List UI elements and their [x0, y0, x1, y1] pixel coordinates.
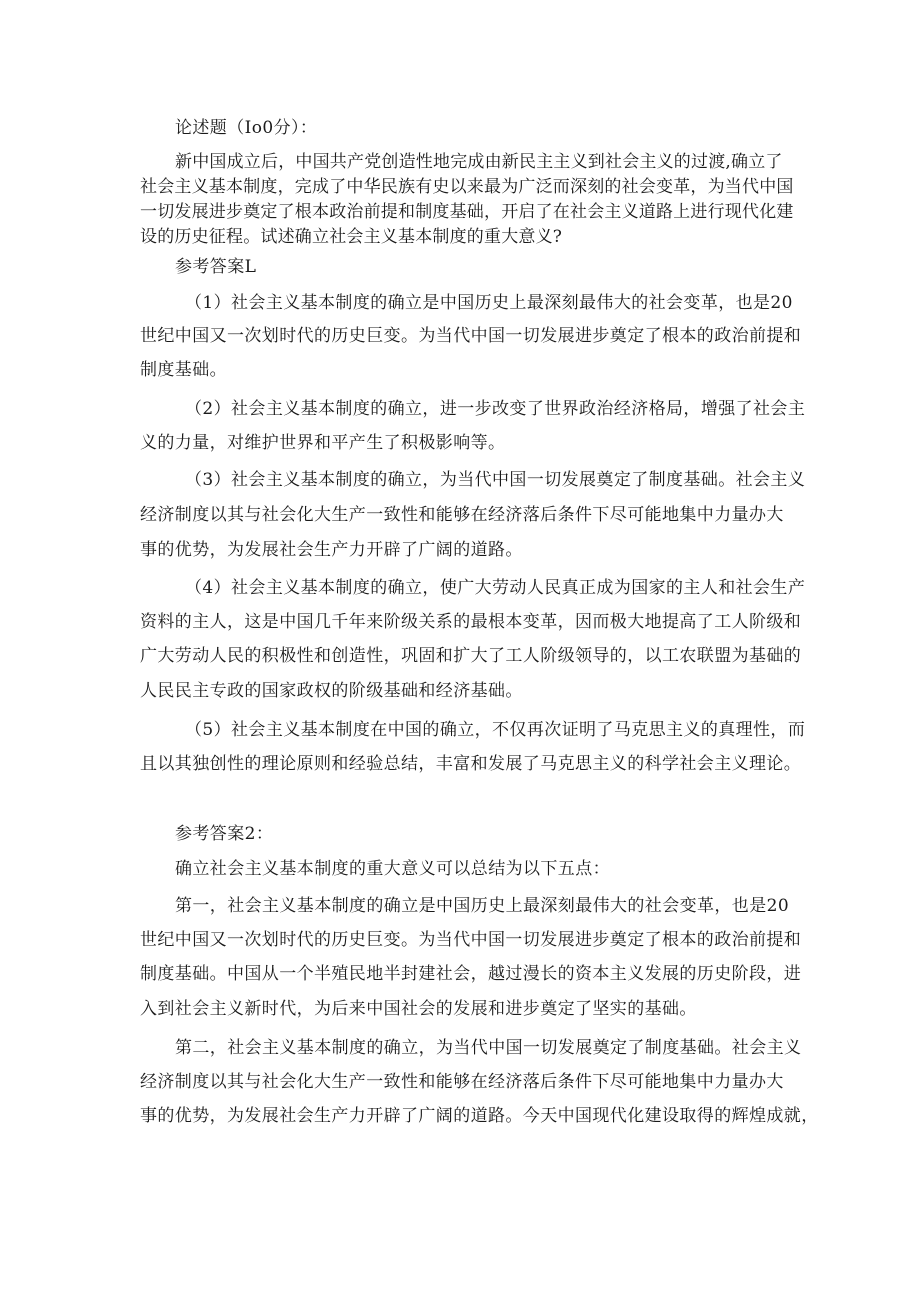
answer1-line: 事的优势，为发展社会生产力开辟了广阔的道路。	[140, 540, 523, 560]
answer1-line: （2）社会主义基本制度的确立，进一步改变了世界政治经济格局，增强了社会主	[185, 399, 806, 419]
answer2-line: 确立社会主义基本制度的重大意义可以总结为以下五点：	[175, 859, 610, 879]
answer2-line: 第一，社会主义基本制度的确立是中国历史上最深刻最伟大的社会变革，也是20	[175, 896, 790, 916]
answer1-line: （1）社会主义基本制度的确立是中国历史上最深刻最伟大的社会变革，也是20	[185, 293, 793, 313]
answer1-line: 经济制度以其与社会化大生产一致性和能够在经济落后条件下尽可能地集中力量办大	[140, 505, 784, 525]
answer1-heading: 参考答案L	[175, 257, 257, 277]
answer2-line: 制度基础。中国从一个半殖民地半封建社会，越过漫长的资本主义发展的历史阶段，进	[140, 964, 802, 984]
answer2-line: 入到社会主义新时代，为后来中国社会的发展和进步奠定了坚实的基础。	[140, 999, 697, 1019]
answer1-line: （5）社会主义基本制度在中国的确立，不仅再次证明了马克思主义的真理性，而	[185, 720, 806, 740]
question-line: 新中国成立后，中国共产党创造性地完成由新民主主义到社会主义的过渡,确立了	[175, 152, 783, 172]
answer2-line: 经济制度以其与社会化大生产一致性和能够在经济落后条件下尽可能地集中力量办大	[140, 1072, 784, 1092]
answer1-line: 人民民主专政的国家政权的阶级基础和经济基础。	[140, 681, 523, 701]
answer1-line: 且以其独创性的理论原则和经验总结，丰富和发展了马克思主义的科学社会主义理论。	[140, 754, 802, 774]
answer1-line: （4）社会主义基本制度的确立，使广大劳动人民真正成为国家的主人和社会生产	[185, 578, 806, 598]
question-line: 社会主义基本制度，完成了中华民族有史以来最为广泛而深刻的社会变革，为当代中国	[140, 177, 794, 197]
answer2-heading: 参考答案2：	[175, 824, 274, 844]
answer1-line: 义的力量，对维护世界和平产生了积极影响等。	[140, 433, 506, 453]
question-line: 一切发展进步奠定了根本政治前提和制度基础，开启了在社会主义道路上进行现代化建	[140, 202, 794, 222]
answer1-line: 广大劳动人民的积极性和创造性，巩固和扩大了工人阶级领导的，以工农联盟为基础的	[140, 646, 802, 666]
answer2-line: 事的优势，为发展社会生产力开辟了广阔的道路。今天中国现代化建设取得的辉煌成就，	[140, 1106, 819, 1126]
answer2-line: 世纪中国又一次划时代的历史巨变。为当代中国一切发展进步奠定了根本的政治前提和	[140, 930, 802, 950]
answer1-line: 世纪中国又一次划时代的历史巨变。为当代中国一切发展进步奠定了根本的政治前提和	[140, 326, 802, 346]
question-line: 设的历史征程。试述确立社会主义基本制度的重大意义?	[140, 227, 563, 247]
answer1-line: 资料的主人，这是中国几千年来阶级关系的最根本变革，因而极大地提高了工人阶级和	[140, 612, 802, 632]
answer1-line: 制度基础。	[140, 360, 227, 380]
answer2-line: 第二，社会主义基本制度的确立，为当代中国一切发展奠定了制度基础。社会主义	[175, 1038, 802, 1058]
answer1-line: （3）社会主义基本制度的确立，为当代中国一切发展奠定了制度基础。社会主义	[185, 470, 806, 490]
question-heading: 论述题（Io0分）：	[175, 118, 318, 138]
